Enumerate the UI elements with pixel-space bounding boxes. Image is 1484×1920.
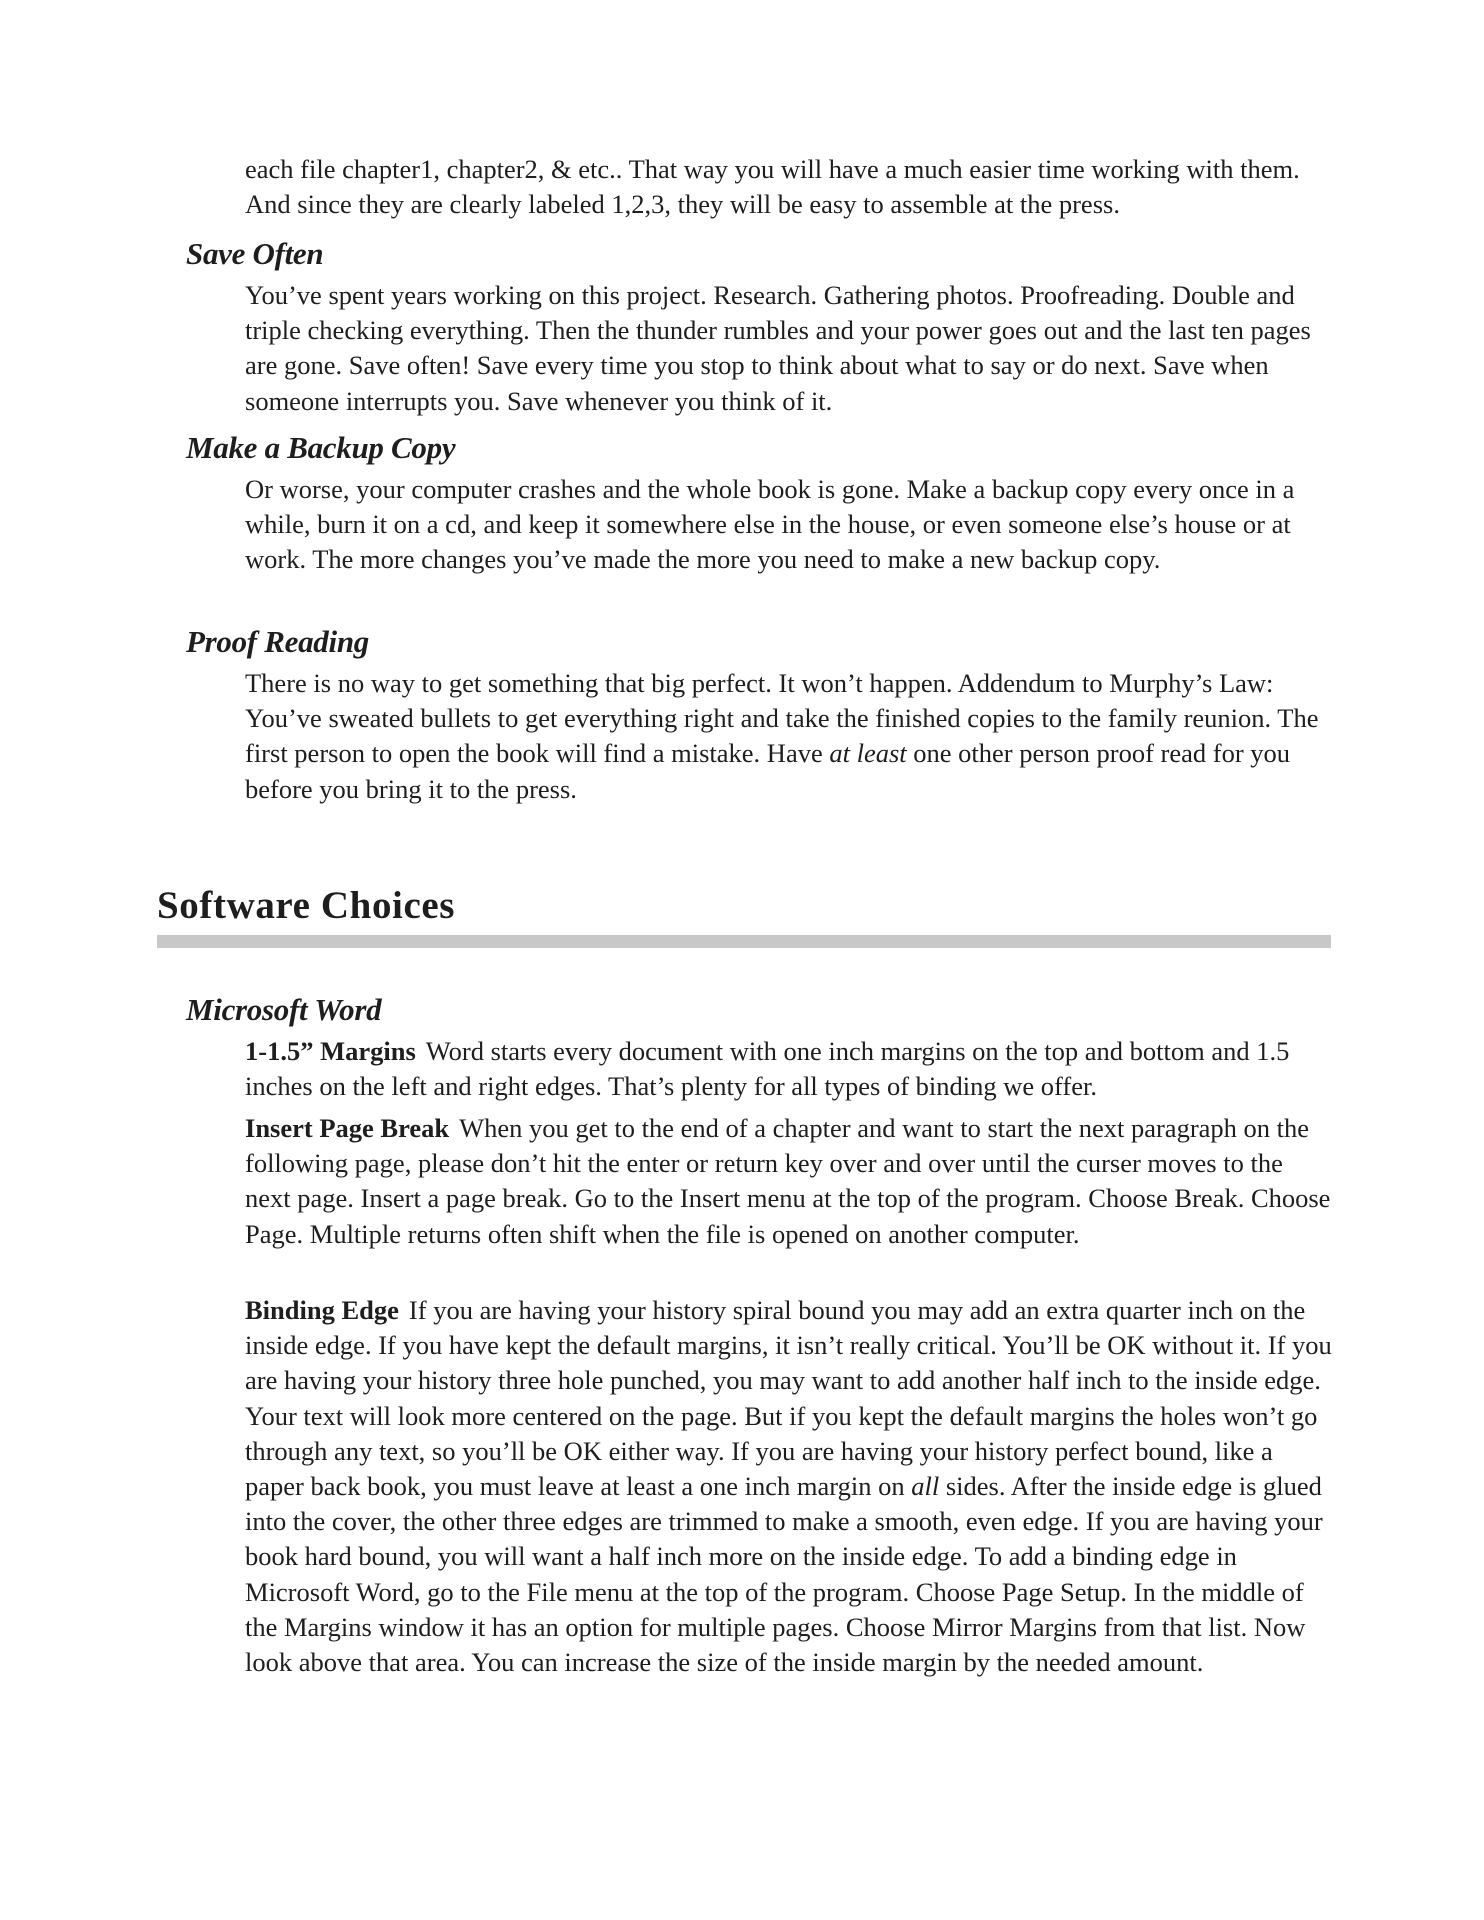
heading-proof-reading: Proof Reading bbox=[186, 624, 369, 659]
margins-paragraph bbox=[245, 1034, 1335, 1104]
page-break-lead: Insert Page Break bbox=[245, 1113, 450, 1143]
save-often-paragraph: You’ve spent years working on this project. Research. Gathering photos. Proofreading. Double and triple checking everything. Then the thunder rumbles and your power goes out and the last ten pages are gone. Save often! Save every time you stop to think about what to say or do next. Save when someone interrupts you. Save whenever you think of it. bbox=[245, 280, 1311, 416]
page-break-text: When you get to the end of a chapter and want to start the next paragraph on the following page, please don’t hit the enter or return key over and over until the curser moves to the next page. Insert a page break. Go to the Insert menu at the top of the program. Choose Break. Choose Page. Multiple returns often shift when the file is opened on another computer. bbox=[245, 1113, 1331, 1249]
binding-edge-emphasis: all bbox=[911, 1471, 940, 1502]
intro-paragraph: each file chapter1, chapter2, & etc.. That way you will have a much easier time working with them. And since they are clearly labeled 1,2,3, they will be easy to assemble at the press. bbox=[245, 154, 1300, 220]
proof-reading-emphasis: at least bbox=[829, 738, 907, 769]
proof-reading-text-start: There is no way to get something that big perfect. It won’t happen. Addendum to Murphy’s Law: You’ve sweated bullets to get everything right and take the finished copies to the family reunion. The first person to open the book will find a mistake. Have bbox=[245, 668, 1319, 769]
page-break-paragraph bbox=[245, 1111, 1335, 1252]
section-title: Software Choices bbox=[157, 884, 456, 927]
heading-microsoft-word: Microsoft Word bbox=[186, 992, 382, 1027]
backup-copy-paragraph: Or worse, your computer crashes and the whole book is gone. Make a backup copy every once in a while, burn it on a cd, and keep it somewhere else in the house, or even someone else’s house or at work. The more changes you’ve made the more you need to make a new backup copy. bbox=[245, 474, 1295, 575]
section-divider bbox=[157, 935, 1331, 948]
binding-edge-paragraph bbox=[245, 1293, 1335, 1680]
proof-reading-text-end: one other person proof read for you before you bring it to the press. bbox=[245, 738, 1291, 804]
margins-text: Word starts every document with one inch margins on the top and bottom and 1.5 inches on the left and right edges. That’s plenty for all types of binding we offer. bbox=[245, 1036, 1290, 1102]
binding-edge-text-start: If you are having your history spiral bound you may add an extra quarter inch on the inside edge. If you have kept the default margins, it isn’t really critical. You’ll be OK without it. If you are having your history three hole punched, you may want to add another half inch to the inside edge. Your text will look more centered on the page. But if you kept the default margins the holes won’t go through any text, so you’ll be OK either way. If you are having your history perfect bound, like a paper back book, you must leave at least a one inch margin on bbox=[245, 1295, 1332, 1502]
heading-save-often: Save Often bbox=[186, 236, 324, 271]
proof-reading-paragraph bbox=[245, 666, 1335, 807]
margins-lead: 1-1.5” Margins bbox=[245, 1036, 416, 1066]
binding-edge-lead: Binding Edge bbox=[245, 1295, 399, 1325]
heading-make-backup-copy: Make a Backup Copy bbox=[186, 430, 456, 465]
binding-edge-text-end: sides. After the inside edge is glued into the cover, the other three edges are trimmed to make a smooth, even edge. If you are having your book hard bound, you will want a half inch more on the inside edge. To add a binding edge in Microsoft Word, go to the File menu at the top of the program. Choose Page Setup. In the middle of the Margins window it has an option for multiple pages. Choose Mirror Margins from that list. Now look above that area. You can increase the size of the inside margin by the needed amount. bbox=[245, 1471, 1323, 1678]
